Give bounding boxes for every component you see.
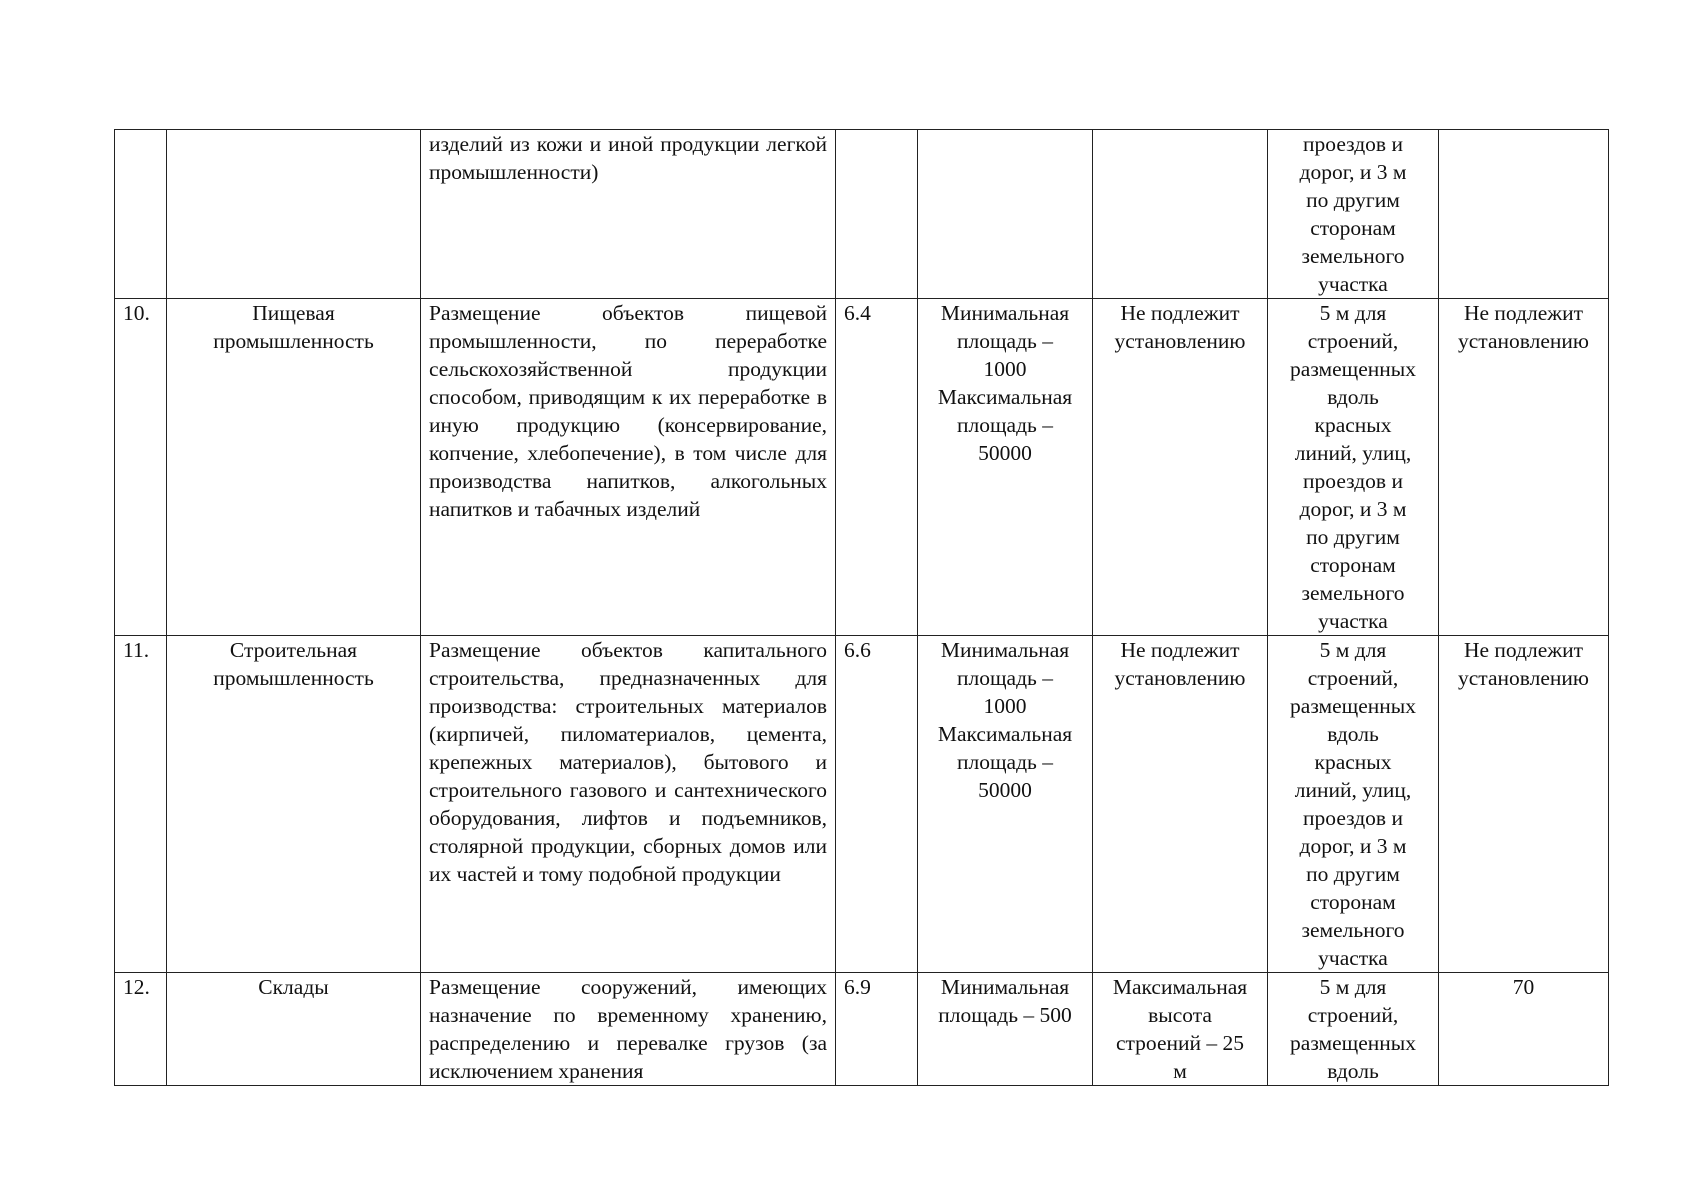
row-number: 10.: [115, 299, 167, 636]
height-limits: Не подлежит установлению: [1093, 636, 1268, 973]
setback-limits: проездов и дорог, и 3 м по другим сторонам земельного участка: [1268, 130, 1439, 299]
setback-limits: 5 м для строений, размещенных вдоль красных линий, улиц, проездов и дорог, и 3 м по другим сторонам земельного участка: [1268, 299, 1439, 636]
table-row: [115, 130, 1609, 299]
table-row: [115, 973, 1609, 1086]
land-use-table: [114, 129, 1609, 1086]
height-limits: [1093, 130, 1268, 299]
use-description: Размещение объектов капитального строительства, предназначенных для производства: строительных материалов (кирпичей, пиломатериалов, цемента, крепежных материалов), бытового и строительного газового и сантехнического оборудования, лифтов и подъемников, столярной продукции, сборных домов или их частей и тому подобной продукции: [421, 636, 836, 973]
row-number: 11.: [115, 636, 167, 973]
height-limits: Максимальная высота строений – 25 м: [1093, 973, 1268, 1086]
use-code: 6.9: [836, 973, 918, 1086]
use-description: изделий из кожи и иной продукции легкой промышленности): [421, 130, 836, 299]
plot-area-limits: Минимальная площадь – 500: [918, 973, 1093, 1086]
coverage-limits: [1439, 130, 1609, 299]
use-type-name: Пищевая промышленность: [167, 299, 421, 636]
plot-area-limits: [918, 130, 1093, 299]
coverage-limits: 70: [1439, 973, 1609, 1086]
setback-limits: 5 м для строений, размещенных вдоль: [1268, 973, 1439, 1086]
use-type-name: [167, 130, 421, 299]
table-row: [115, 299, 1609, 636]
table-row: [115, 636, 1609, 973]
use-code: 6.4: [836, 299, 918, 636]
use-description: Размещение объектов пищевой промышленности, по переработке сельскохозяйственной продукции способом, приводящим к их переработке в иную продукцию (консервирование, копчение, хлебопечение), в том числе для производства напитков, алкогольных напитков и табачных изделий: [421, 299, 836, 636]
row-number: 12.: [115, 973, 167, 1086]
row-number: [115, 130, 167, 299]
use-code: 6.6: [836, 636, 918, 973]
plot-area-limits: Минимальная площадь – 1000 Максимальная площадь – 50000: [918, 636, 1093, 973]
use-type-name: Строительная промышленность: [167, 636, 421, 973]
use-description: Размещение сооружений, имеющих назначение по временному хранению, распределению и перевалке грузов (за исключением хранения: [421, 973, 836, 1086]
coverage-limits: Не подлежит установлению: [1439, 299, 1609, 636]
setback-limits: 5 м для строений, размещенных вдоль красных линий, улиц, проездов и дорог, и 3 м по другим сторонам земельного участка: [1268, 636, 1439, 973]
use-type-name: Склады: [167, 973, 421, 1086]
use-code: [836, 130, 918, 299]
plot-area-limits: Минимальная площадь – 1000 Максимальная площадь – 50000: [918, 299, 1093, 636]
coverage-limits: Не подлежит установлению: [1439, 636, 1609, 973]
height-limits: Не подлежит установлению: [1093, 299, 1268, 636]
